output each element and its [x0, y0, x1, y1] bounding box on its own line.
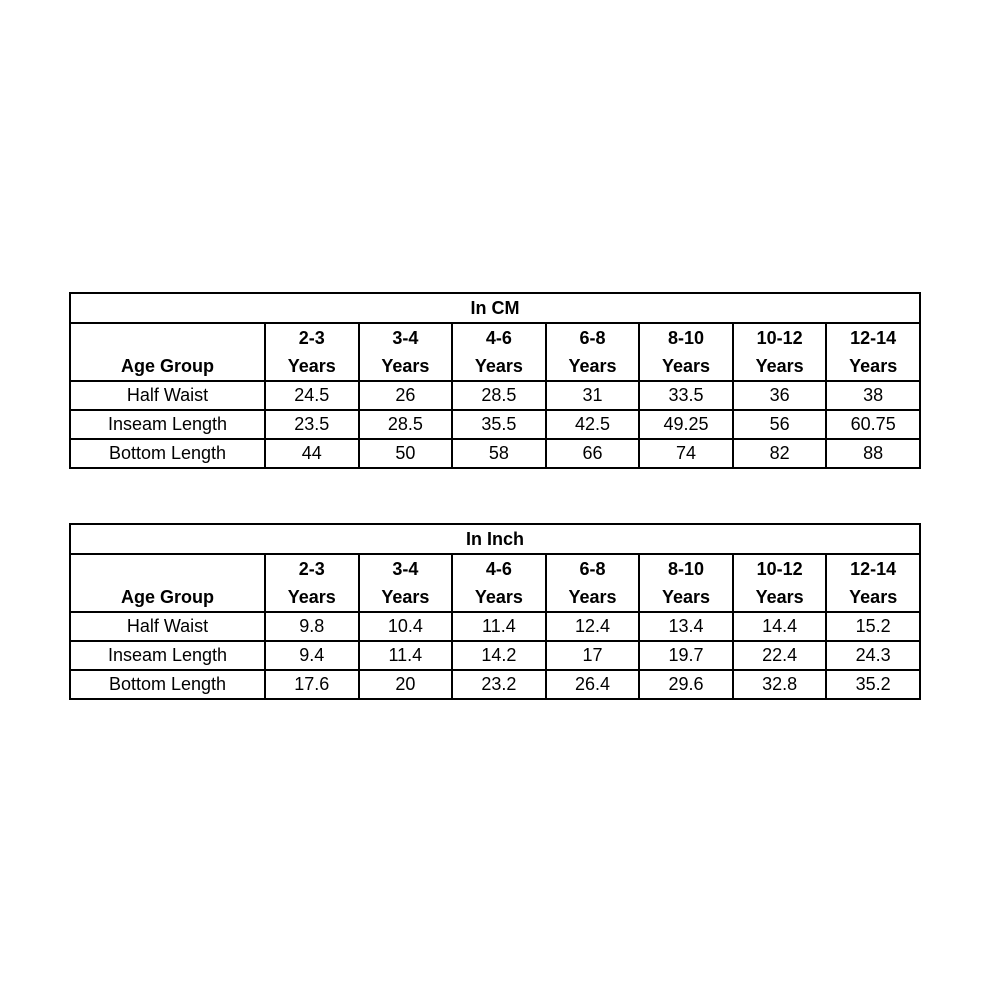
table-cell: 13.4 — [639, 612, 733, 641]
table-cell: 35.2 — [826, 670, 920, 699]
table-row — [70, 612, 920, 641]
row-label: Half Waist — [70, 381, 265, 410]
table-cell: 19.7 — [639, 641, 733, 670]
age-column-header: 2-3 Years — [265, 554, 359, 612]
table-cell: 24.5 — [265, 381, 359, 410]
table-cell: 17 — [546, 641, 640, 670]
age-column-header: 10-12 Years — [733, 323, 827, 381]
table-cell: 23.5 — [265, 410, 359, 439]
table-title: In Inch — [70, 524, 920, 554]
table-cell: 14.4 — [733, 612, 827, 641]
age-column-header: 2-3 Years — [265, 323, 359, 381]
table-title: In CM — [70, 293, 920, 323]
age-column-header: 4-6 Years — [452, 323, 546, 381]
table-cell: 36 — [733, 381, 827, 410]
table-cell: 42.5 — [546, 410, 640, 439]
table-cell: 12.4 — [546, 612, 640, 641]
table-cell: 38 — [826, 381, 920, 410]
table-cell: 22.4 — [733, 641, 827, 670]
table-cell: 58 — [452, 439, 546, 468]
table-cell: 44 — [265, 439, 359, 468]
table-cell: 29.6 — [639, 670, 733, 699]
table-row — [70, 641, 920, 670]
table-cell: 56 — [733, 410, 827, 439]
size-table-inch — [69, 523, 921, 700]
table-cell: 31 — [546, 381, 640, 410]
table-cell: 24.3 — [826, 641, 920, 670]
table-cell: 35.5 — [452, 410, 546, 439]
table-row — [70, 439, 920, 468]
row-label: Inseam Length — [70, 410, 265, 439]
table-cell: 10.4 — [359, 612, 453, 641]
age-column-header: 3-4 Years — [359, 554, 453, 612]
table-row — [70, 410, 920, 439]
row-label: Bottom Length — [70, 439, 265, 468]
table-cell: 9.8 — [265, 612, 359, 641]
age-column-header: 8-10 Years — [639, 323, 733, 381]
age-column-header: 6-8 Years — [546, 554, 640, 612]
row-label: Half Waist — [70, 612, 265, 641]
age-column-header: 6-8 Years — [546, 323, 640, 381]
table-cell: 49.25 — [639, 410, 733, 439]
age-group-header: Age Group — [70, 323, 265, 381]
table-row — [70, 670, 920, 699]
age-column-header: 3-4 Years — [359, 323, 453, 381]
table-cell: 11.4 — [452, 612, 546, 641]
table-cell: 20 — [359, 670, 453, 699]
table-cell: 26 — [359, 381, 453, 410]
table-cell: 15.2 — [826, 612, 920, 641]
age-column-header: 8-10 Years — [639, 554, 733, 612]
table-cell: 28.5 — [359, 410, 453, 439]
table-cell: 14.2 — [452, 641, 546, 670]
table-cell: 33.5 — [639, 381, 733, 410]
table-cell: 17.6 — [265, 670, 359, 699]
table-cell: 60.75 — [826, 410, 920, 439]
table-cell: 32.8 — [733, 670, 827, 699]
row-label: Bottom Length — [70, 670, 265, 699]
table-cell: 11.4 — [359, 641, 453, 670]
row-label: Inseam Length — [70, 641, 265, 670]
table-cell: 82 — [733, 439, 827, 468]
table-cell: 28.5 — [452, 381, 546, 410]
table-cell: 74 — [639, 439, 733, 468]
table-cell: 66 — [546, 439, 640, 468]
size-table-cm — [69, 292, 921, 469]
table-row — [70, 381, 920, 410]
table-cell: 26.4 — [546, 670, 640, 699]
age-column-header: 4-6 Years — [452, 554, 546, 612]
age-column-header: 12-14 Years — [826, 554, 920, 612]
table-cell: 23.2 — [452, 670, 546, 699]
age-group-header: Age Group — [70, 554, 265, 612]
table-cell: 9.4 — [265, 641, 359, 670]
table-cell: 88 — [826, 439, 920, 468]
age-column-header: 12-14 Years — [826, 323, 920, 381]
table-cell: 50 — [359, 439, 453, 468]
age-column-header: 10-12 Years — [733, 554, 827, 612]
